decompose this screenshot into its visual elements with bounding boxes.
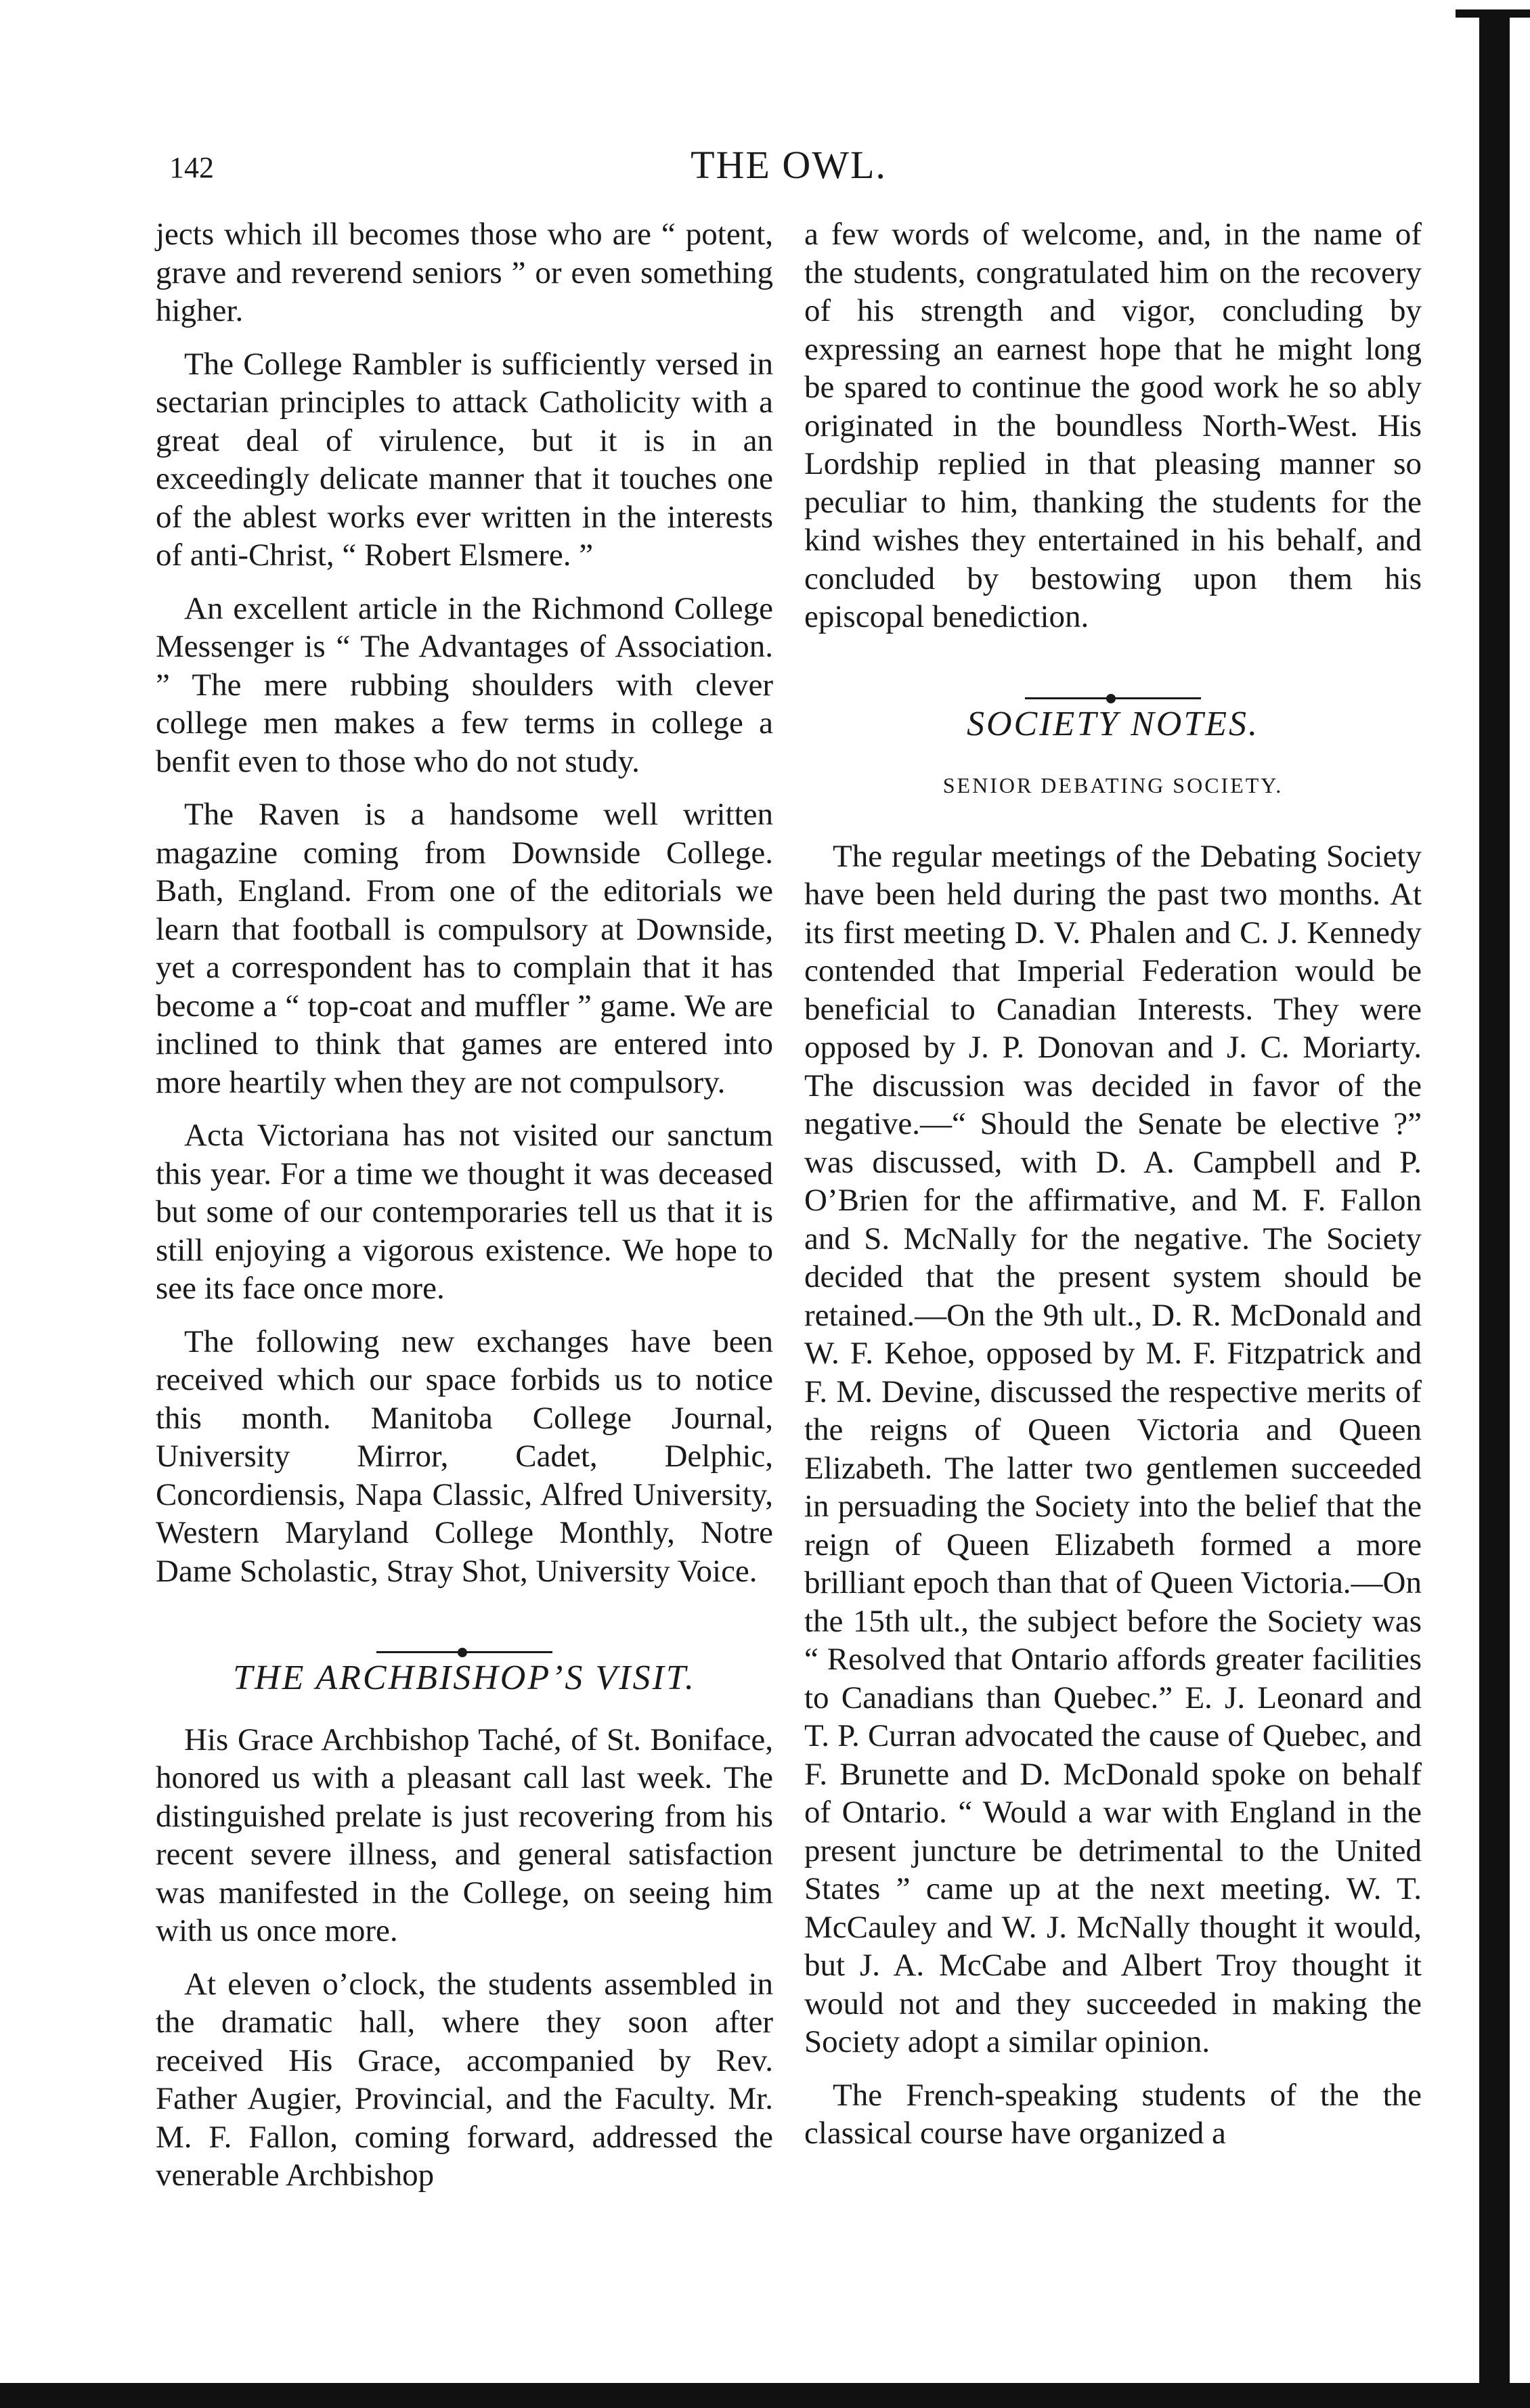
binding-edge — [1479, 14, 1510, 2390]
paragraph: The following new exchanges have been received which our space forbids us to notice this month. Manitoba College Journal, University Mirror, Cadet, Delphic, Concordiensis, Napa Classic, Alfred University, Western Maryland College Monthly, Notre Dame Scholastic, Stray Shot, University Voice. — [156, 1323, 773, 1589]
paragraph: His Grace Archbishop Taché, of St. Boniface, honored us with a pleasant call last week. The distinguished prelate is just recovering from his recent severe illness, and general satisfaction was manifested in the College, on seeing him with us once more. — [156, 1722, 773, 1948]
section-divider — [804, 665, 1422, 678]
page-number: 142 — [169, 151, 214, 184]
left-column — [156, 215, 773, 2210]
right-column — [804, 215, 1422, 2168]
section-divider — [156, 1619, 773, 1632]
section-title: SOCIETY NOTES. — [966, 704, 1260, 743]
page-header — [156, 135, 1422, 190]
paragraph: The Raven is a handsome well written magazine coming from Downside College. Bath, England. From one of the editorials we learn that football is compulsory at Downside, yet a correspondent has to complain that it has become a “ top-coat and muffler ” game. We are inclined to think that games are entered into more heartily when they are not compulsory. — [156, 797, 773, 1100]
section-title: THE ARCHBISHOP’S VISIT. — [233, 1659, 696, 1697]
paragraph: jects which ill becomes those who are “ potent, grave and reverend seniors ” or even something higher. — [156, 217, 773, 328]
paragraph: The regular meetings of the Debating Society have been held during the past two months. At its first meeting D. V. Phalen and C. J. Kennedy contended that Imperial Federation would be beneficial to Canadian Interests. They were opposed by J. P. Donovan and J. C. Moriarty. The discussion was decided in favor of the negative.—“ Should the Senate be elective ?” was discussed, with D. A. Campbell and P. O’Brien for the affirmative, and M. F. Fallon and S. McNally for the negative. The Society decided that the present system should be retained.—On the 9th ult., D. R. McDonald and W. F. Kehoe, opposed by M. F. Fitzpatrick and F. M. Devine, discussed the respective merits of the reigns of Queen Victoria and Queen Elizabeth. The latter two gentlemen succeeded in persuading the Society into the belief that the reign of Queen Elizabeth formed a more brilliant epoch than that of Queen Victoria.—On the 15th ult., the subject before the Society was “ Resolved that Ontario affords greater facilities to Canadians than Quebec.” E. J. Leonard and T. P. Curran advocated the cause of Quebec, and F. Brunette and D. McDonald spoke on behalf of Ontario. “ Would a war with England in the present juncture be detrimental to the United States ” came up at the next meeting. W. T. McCauley and W. J. McNally thought it would, but J. A. McCabe and Albert Troy thought it would not and they succeeded in making the Society adopt a similar opinion. — [804, 838, 1422, 2059]
paragraph: An excellent article in the Richmond College Messenger is “ The Advantages of Association. ” The mere rubbing shoulders with clever college men makes a few terms in college a benfit even to those who do not study. — [156, 590, 773, 779]
paragraph: The French-speaking students of the the classical course have organized a — [804, 2077, 1422, 2151]
running-title: THE OWL. — [691, 143, 887, 187]
section-subtitle: SENIOR DEBATING SOCIETY. — [942, 773, 1284, 797]
page-bottom-edge — [0, 2383, 1530, 2408]
paragraph: a few words of welcome, and, in the name of the students, congratulated him on the recovery of his strength and vigor, concluding by expressing an earnest hope that he might long be spared to continue the good work he so ably originated in the boundless North-West. His Lordship replied in that pleasing manner so peculiar to him, thanking the students for the kind wishes they entertained in his behalf, and concluded by bestowing upon them his episcopal benediction. — [804, 217, 1422, 634]
paragraph: The College Rambler is sufficiently versed in sectarian principles to attack Catholicity with a great deal of virulence, but it is in an exceedingly delicate manner that it touches one of the ablest works ever written in the interests of anti-Christ, “ Robert Elsmere. ” — [156, 346, 773, 573]
paragraph: Acta Victoriana has not visited our sanctum this year. For a time we thought it was deceased but some of our contemporaries tell us that it is still enjoying a vigorous existence. We hope to see its face once more. — [156, 1118, 773, 1306]
paragraph: At eleven o’clock, the students assembled in the dramatic hall, where they soon after received His Grace, accompanied by Rev. Father Augier, Provincial, and the Faculty. Mr. M. F. Fallon, coming forward, addressed the venerable Archbishop — [156, 1966, 773, 2193]
